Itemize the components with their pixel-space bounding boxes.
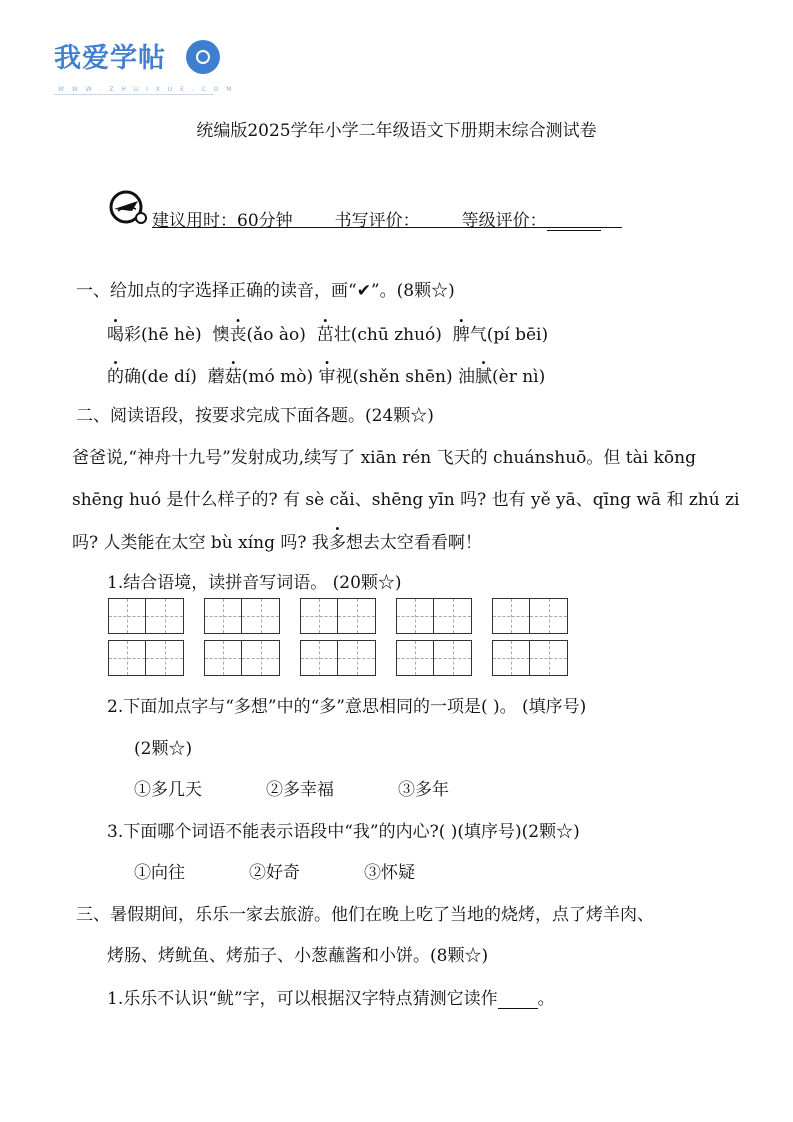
option-3[interactable]: ③怀疑: [364, 863, 415, 883]
writing-grid[interactable]: [204, 598, 280, 634]
writing-grid[interactable]: [108, 598, 184, 634]
writing-grid[interactable]: [396, 598, 472, 634]
q2-prompt: 2.下面加点字与“多想”中的“多”意思相同的一项是( )。 (填序号): [107, 697, 587, 717]
grid-cell[interactable]: [530, 640, 568, 676]
s1-row-1: [107, 320, 548, 345]
section-1-heading: 一、给加点的字选择正确的读音，画“✔”。(8颗☆): [76, 281, 455, 301]
grid-cell[interactable]: [204, 598, 242, 634]
word-rest: 蘑: [207, 367, 225, 387]
pinyin-options: (de dí): [141, 367, 197, 387]
option-2[interactable]: ②多幸福: [266, 780, 334, 800]
dotted-char: 丧: [229, 325, 247, 345]
s3-q1-text: 1.乐乐不认识“鱿”字，可以根据汉字特点猜测它读作: [107, 989, 498, 1009]
s1-row-2: [107, 362, 545, 387]
grid-cell[interactable]: [300, 640, 338, 676]
grid-cell[interactable]: [242, 598, 280, 634]
page-title: 统编版2025学年小学二年级语文下册期末综合测试卷: [196, 121, 597, 141]
logo-badge-icon: [186, 40, 220, 74]
word-rest: 确: [124, 367, 141, 387]
clock-icon: [108, 189, 148, 225]
suggested-time: 建议用时：60分钟: [152, 211, 293, 231]
dotted-char: 茁: [316, 325, 334, 345]
passage-text: 吗? 人类能在太空 bù xíng 吗? 我: [72, 533, 329, 553]
pinyin-options: (ǎo ào): [246, 325, 306, 345]
dotted-char: 脾: [452, 325, 470, 345]
grid-cell[interactable]: [242, 640, 280, 676]
dotted-char: 多: [328, 533, 346, 553]
pinyin-options: (chū zhuó): [350, 325, 442, 345]
writing-grid[interactable]: [300, 640, 376, 676]
option-1[interactable]: ①多几天: [134, 780, 202, 800]
grid-cell[interactable]: [146, 598, 184, 634]
pinyin-options: (pí bēi): [486, 325, 549, 345]
s1-item[interactable]: [213, 325, 306, 345]
grid-cell[interactable]: [492, 598, 530, 634]
word-rest: 壮: [333, 325, 351, 345]
writing-grid[interactable]: [492, 640, 568, 676]
word-rest: 彩: [124, 325, 141, 345]
q1-prompt: 1.结合语境，读拼音写词语。 (20颗☆): [107, 573, 402, 593]
s1-item[interactable]: [458, 367, 545, 387]
logo-url: W W W . Z H U I X U E . C O M: [58, 86, 235, 93]
word-rest: 懊: [212, 325, 230, 345]
s3-q1-end: 。: [537, 989, 555, 1009]
passage-line-2: shēng huó 是什么样子的? 有 sè cǎi、shēng yīn 吗? 也有 yě yā、qīng wā 和 zhú zi: [72, 490, 740, 510]
grade-eval-label: 等级评价：: [461, 211, 547, 231]
info-underline: [152, 227, 622, 228]
writing-grid-row-2: [108, 640, 588, 676]
passage-line-3: [72, 528, 482, 553]
s1-item[interactable]: [107, 325, 202, 345]
q3-prompt: 3.下面哪个词语不能表示语段中“我”的内心?( )(填序号)(2颗☆): [107, 822, 580, 842]
section-3-heading-cont: 烤肠、烤鱿鱼、烤茄子、小葱蘸酱和小饼。(8颗☆): [107, 946, 489, 966]
q2-options: [134, 775, 449, 800]
s1-item[interactable]: [317, 325, 442, 345]
dotted-char: 腻: [475, 367, 492, 387]
grid-cell[interactable]: [300, 598, 338, 634]
logo: 我爱学帖: [54, 43, 166, 74]
grid-cell[interactable]: [434, 598, 472, 634]
grade-eval-blank[interactable]: [547, 213, 601, 231]
option-1[interactable]: ①向往: [134, 863, 185, 883]
writing-grid[interactable]: [492, 598, 568, 634]
grid-cell[interactable]: [338, 640, 376, 676]
dotted-char: 菇: [224, 367, 242, 387]
q2-points: (2颗☆): [134, 739, 193, 759]
writing-grid[interactable]: [396, 640, 472, 676]
grid-cell[interactable]: [146, 640, 184, 676]
answer-blank[interactable]: [498, 992, 538, 1009]
grid-cell[interactable]: [530, 598, 568, 634]
section-3-heading: 三、暑假期间，乐乐一家去旅游。他们在晚上吃了当地的烧烤，点了烤羊肉、: [76, 905, 654, 925]
dotted-char: 的: [107, 367, 124, 387]
option-3[interactable]: ③多年: [398, 780, 449, 800]
grid-cell[interactable]: [338, 598, 376, 634]
grid-cell[interactable]: [396, 640, 434, 676]
s1-item[interactable]: [107, 367, 197, 387]
writing-grid-row-1: [108, 598, 588, 634]
writing-grid[interactable]: [300, 598, 376, 634]
s1-item[interactable]: [453, 325, 548, 345]
word-rest: 油: [458, 367, 475, 387]
grid-cell[interactable]: [108, 640, 146, 676]
grid-cell[interactable]: [434, 640, 472, 676]
pinyin-options: (èr nì): [492, 367, 546, 387]
dotted-char: 审: [318, 367, 336, 387]
word-rest: 视: [335, 367, 353, 387]
passage-line-1: 爸爸说,“神舟十九号”发射成功,续写了 xiān rén 飞天的 chuánshuō。但 tài kōng: [72, 448, 696, 468]
grid-cell[interactable]: [396, 598, 434, 634]
option-2[interactable]: ②好奇: [249, 863, 300, 883]
writing-grid[interactable]: [204, 640, 280, 676]
logo-divider: [54, 94, 214, 95]
grid-cell[interactable]: [204, 640, 242, 676]
pinyin-options: (hē hè): [141, 325, 202, 345]
word-rest: 气: [469, 325, 487, 345]
s3-q1: [107, 984, 555, 1009]
s1-item[interactable]: [208, 367, 313, 387]
s1-item[interactable]: [319, 367, 453, 387]
pinyin-options: (mó mò): [241, 367, 314, 387]
passage-text: 想去太空看看啊！: [345, 533, 482, 553]
pinyin-options: (shěn shēn): [352, 367, 453, 387]
dotted-char: 喝: [107, 325, 124, 345]
writing-grid[interactable]: [108, 640, 184, 676]
writing-eval-label: 书写评价：: [334, 211, 420, 231]
grid-cell[interactable]: [492, 640, 530, 676]
grid-cell[interactable]: [108, 598, 146, 634]
q3-options: [134, 858, 415, 883]
section-2-heading: 二、阅读语段，按要求完成下面各题。(24颗☆): [76, 406, 434, 426]
